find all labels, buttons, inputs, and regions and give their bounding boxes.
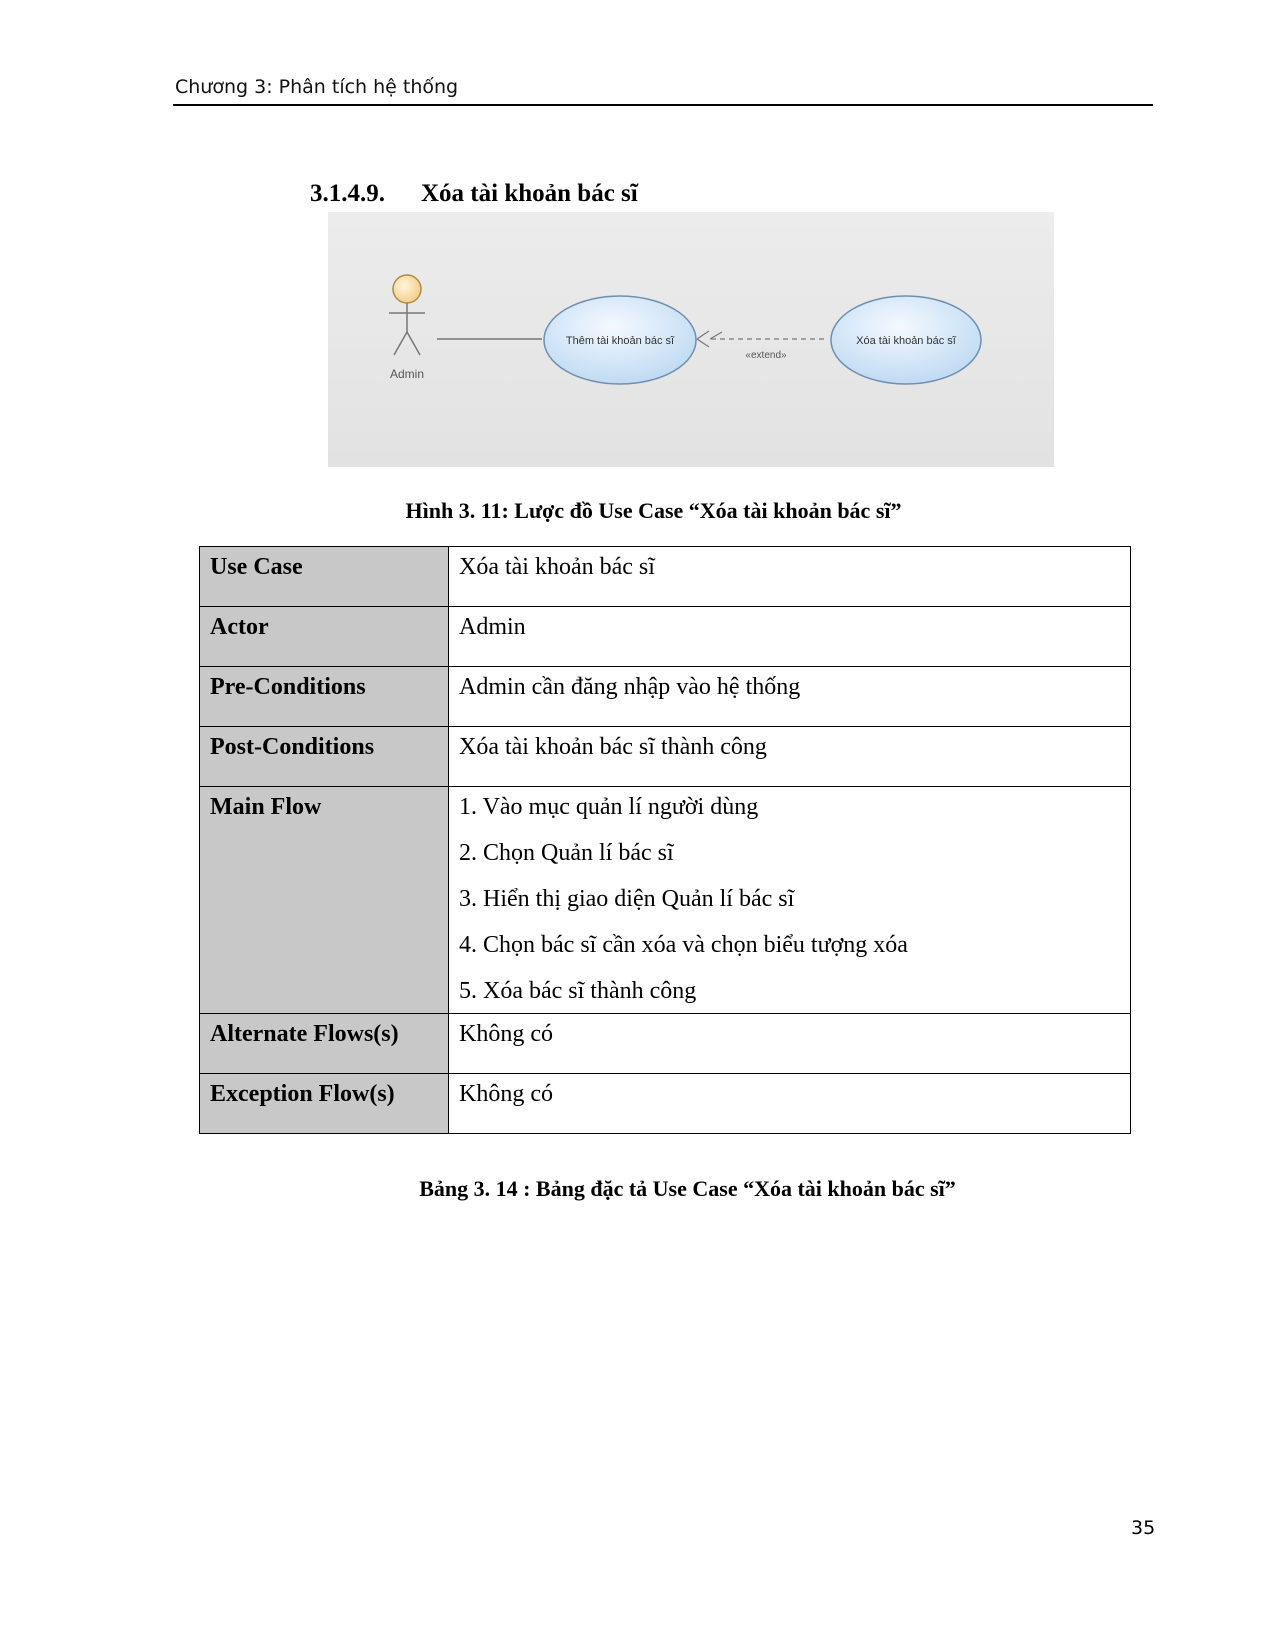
flow-step: 1. Vào mục quản lí người dùng	[459, 794, 759, 820]
row-label: Main Flow	[200, 787, 449, 1014]
table-row	[200, 1014, 1131, 1074]
flow-step: 2. Chọn Quản lí bác sĩ	[459, 840, 674, 866]
use-case-spec-table	[199, 546, 1131, 1134]
section-number: 3.1.4.9.	[310, 180, 385, 207]
actor-head	[393, 275, 421, 303]
row-label: Exception Flow(s)	[200, 1074, 449, 1134]
table-row-main-flow	[200, 787, 1131, 1014]
row-value: Admin cần đăng nhập vào hệ thống	[449, 667, 1131, 727]
use-case-diagram	[328, 212, 1054, 467]
table-row	[200, 607, 1131, 667]
extend-label: «extend»	[745, 350, 787, 361]
page-number: 35	[1131, 1517, 1156, 1539]
main-flow-steps	[459, 793, 1120, 1007]
section-heading	[310, 180, 638, 208]
row-value: Xóa tài khoản bác sĩ thành công	[449, 727, 1131, 787]
table-row	[200, 547, 1131, 607]
row-value: Không có	[449, 1074, 1131, 1134]
usecase-extension-label: Xóa tài khoản bác sĩ	[856, 335, 956, 347]
figure-caption: Hình 3. 11: Lược đồ Use Case “Xóa tài khoản bác sĩ”	[405, 498, 902, 523]
row-label: Actor	[200, 607, 449, 667]
usecase-base-label: Thêm tài khoản bác sĩ	[565, 335, 675, 347]
row-value: Không có	[449, 1014, 1131, 1074]
flow-step: 4. Chọn bác sĩ cần xóa và chọn biểu tượng xóa	[459, 932, 908, 958]
table-row	[200, 727, 1131, 787]
table-caption: Bảng 3. 14 : Bảng đặc tả Use Case “Xóa tài khoản bác sĩ”	[419, 1176, 956, 1201]
header-rule	[173, 104, 1153, 106]
section-title: Xóa tài khoản bác sĩ	[421, 180, 638, 207]
row-label: Use Case	[200, 547, 449, 607]
row-value	[449, 787, 1131, 1014]
row-label: Pre-Conditions	[200, 667, 449, 727]
table-row	[200, 667, 1131, 727]
actor-label: Admin	[389, 367, 425, 381]
flow-step: 5. Xóa bác sĩ thành công	[459, 978, 697, 1004]
row-value: Admin	[449, 607, 1131, 667]
row-label: Alternate Flows(s)	[200, 1014, 449, 1074]
row-value: Xóa tài khoản bác sĩ	[449, 547, 1131, 607]
table-row	[200, 1074, 1131, 1134]
row-label: Post-Conditions	[200, 727, 449, 787]
flow-step: 3. Hiển thị giao diện Quản lí bác sĩ	[459, 886, 795, 912]
running-header: Chương 3: Phân tích hệ thống	[175, 76, 459, 98]
